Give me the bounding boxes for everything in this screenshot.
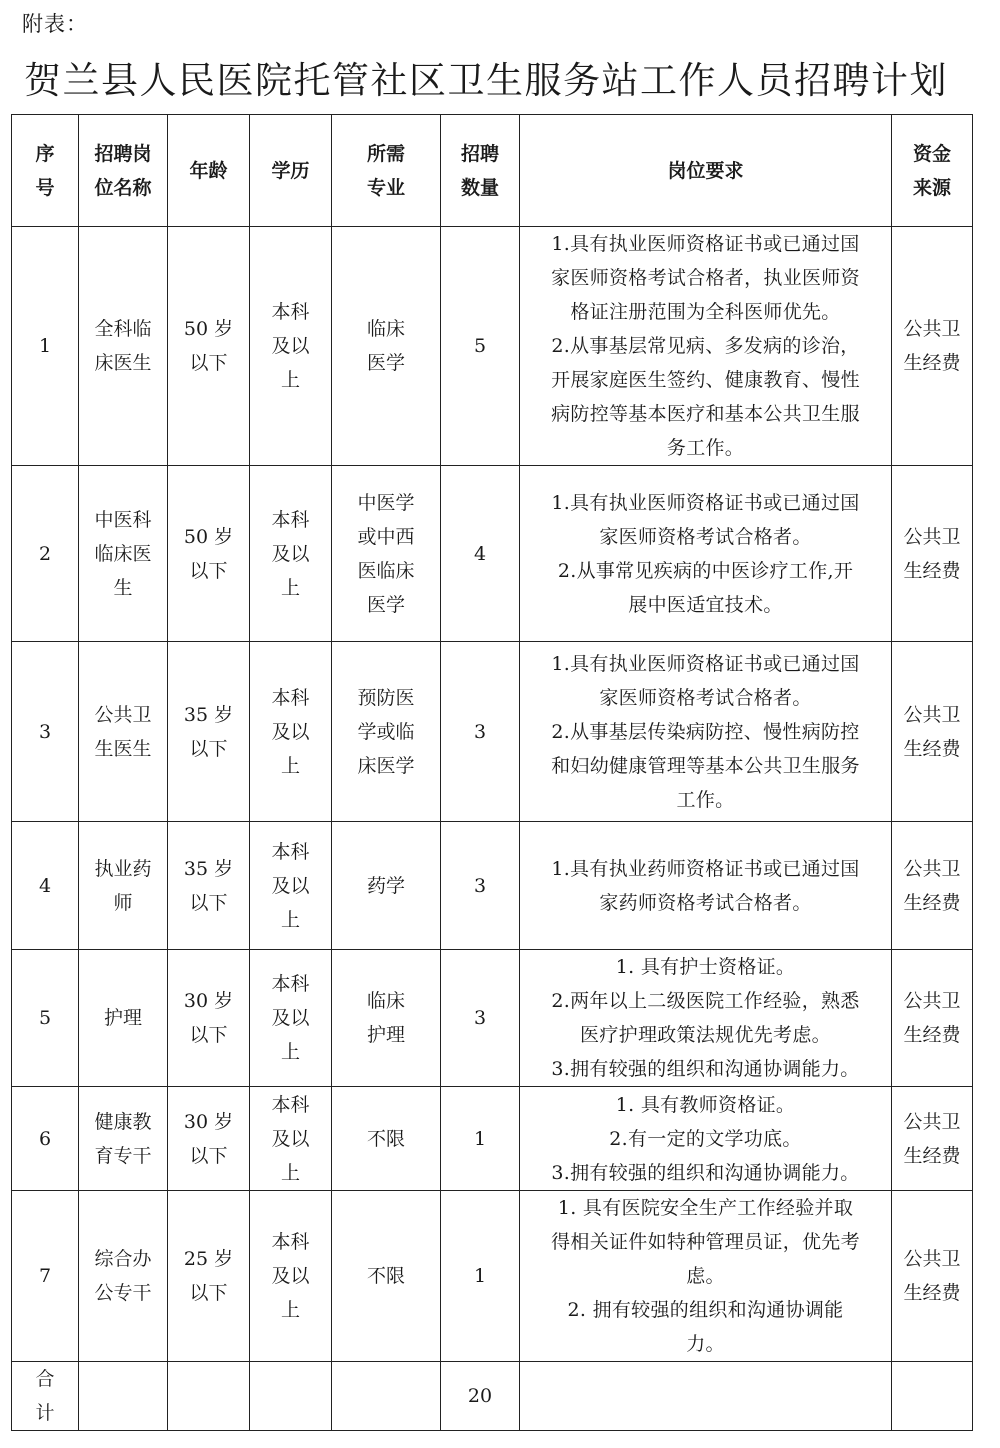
row-major: 预防医 学或临 床医学 [332,642,441,822]
row-count: 5 [441,227,520,466]
header-major: 所需 专业 [332,115,441,227]
row-seq: 1 [12,227,79,466]
row-education: 本科 及以 上 [250,642,332,822]
row-count: 1 [441,1191,520,1362]
table-row [12,227,973,466]
total-empty-cell [520,1362,892,1431]
row-count: 4 [441,466,520,642]
total-row [12,1362,973,1431]
row-age: 30 岁 以下 [168,1087,250,1191]
requirement-line: 力。 [686,1333,725,1355]
table-row [12,642,973,822]
row-funding: 公共卫 生经费 [892,1087,973,1191]
row-position: 全科临 床医生 [79,227,168,466]
requirement-line: 家医师资格考试合格者。 [599,525,812,548]
requirement-line: 2.从事基层常见病、多发病的诊治， [551,335,860,357]
header-position: 招聘岗 位名称 [79,115,168,227]
requirement-line: 2.有一定的文学功底。 [609,1127,802,1150]
row-position: 公共卫 生医生 [79,642,168,822]
row-major: 不限 [332,1191,441,1362]
total-count: 20 [441,1362,520,1431]
header-requirements: 岗位要求 [520,115,892,227]
row-funding: 公共卫 生经费 [892,1191,973,1362]
row-education: 本科 及以 上 [250,1087,332,1191]
requirement-line: 2.从事基层传染病防控、慢性病防控 [551,720,860,743]
requirement-line: 格证注册范围为全科医师优先。 [570,301,841,323]
total-empty-cell [168,1362,250,1431]
total-empty-cell [892,1362,973,1431]
row-funding: 公共卫 生经费 [892,466,973,642]
row-requirements [520,950,892,1087]
row-seq: 7 [12,1191,79,1362]
row-position: 执业药 师 [79,822,168,950]
row-count: 3 [441,822,520,950]
row-education: 本科 及以 上 [250,950,332,1087]
requirement-line: 病防控等基本医疗和基本公共卫生服 [551,403,860,425]
requirement-line: 和妇幼健康管理等基本公共卫生服务 [551,754,860,777]
requirement-line: 1.具有执业药师资格证书或已通过国 [551,857,860,880]
requirement-line: 2. 拥有较强的组织和沟通协调能 [567,1299,844,1321]
row-position: 健康教 育专干 [79,1087,168,1191]
requirement-line: 虑。 [686,1265,725,1287]
table-row [12,950,973,1087]
table-row [12,1191,973,1362]
requirement-line: 2.两年以上二级医院工作经验，熟悉 [551,990,860,1012]
requirement-line: 3.拥有较强的组织和沟通协调能力。 [551,1058,860,1080]
row-seq: 4 [12,822,79,950]
requirement-line: 得相关证件如特种管理员证，优先考 [551,1231,860,1253]
requirement-line: 2.从事常见疾病的中医诊疗工作,开 [557,559,854,582]
row-requirements [520,642,892,822]
row-requirements [520,1087,892,1191]
requirement-line: 家药师资格考试合格者。 [599,891,812,914]
row-position: 护理 [79,950,168,1087]
row-major: 不限 [332,1087,441,1191]
requirement-line: 开展家庭医生签约、健康教育、慢性 [551,369,860,391]
prefix-label: 附表： [22,12,88,36]
requirement-line: 1. 具有医院安全生产工作经验并取 [557,1197,854,1219]
requirement-line: 1.具有执业医师资格证书或已通过国 [551,491,860,514]
row-requirements [520,1191,892,1362]
row-age: 50 岁 以下 [168,227,250,466]
row-education: 本科 及以 上 [250,822,332,950]
row-education: 本科 及以 上 [250,466,332,642]
row-requirements [520,466,892,642]
row-count: 3 [441,642,520,822]
header-age: 年龄 [168,115,250,227]
row-age: 50 岁 以下 [168,466,250,642]
row-major: 临床 医学 [332,227,441,466]
requirement-line: 工作。 [676,788,735,811]
requirement-line: 1.具有执业医师资格证书或已通过国 [551,233,860,255]
table-row [12,466,973,642]
requirement-line: 1. 具有护士资格证。 [615,956,796,978]
total-empty-cell [79,1362,168,1431]
requirement-line: 3.拥有较强的组织和沟通协调能力。 [551,1161,860,1184]
total-empty-cell [332,1362,441,1431]
requirement-line: 1. 具有教师资格证。 [615,1093,796,1116]
row-seq: 6 [12,1087,79,1191]
row-major: 药学 [332,822,441,950]
row-count: 1 [441,1087,520,1191]
header-count: 招聘 数量 [441,115,520,227]
requirement-line: 1.具有执业医师资格证书或已通过国 [551,652,860,675]
recruitment-table [11,114,973,1431]
row-education: 本科 及以 上 [250,1191,332,1362]
total-label: 合 计 [12,1362,79,1431]
row-education: 本科 及以 上 [250,227,332,466]
table-row [12,822,973,950]
row-age: 35 岁 以下 [168,822,250,950]
row-requirements [520,822,892,950]
row-major: 临床 护理 [332,950,441,1087]
requirement-line: 家医师资格考试合格者，执业医师资 [551,267,860,289]
row-seq: 3 [12,642,79,822]
page-title: 贺兰县人民医院托管社区卫生服务站工作人员招聘计划 [24,59,948,102]
row-age: 30 岁 以下 [168,950,250,1087]
row-funding: 公共卫 生经费 [892,642,973,822]
header-seq: 序 号 [12,115,79,227]
requirement-line: 展中医适宜技术。 [628,593,783,616]
row-funding: 公共卫 生经费 [892,822,973,950]
row-age: 25 岁 以下 [168,1191,250,1362]
row-funding: 公共卫 生经费 [892,227,973,466]
requirement-line: 务工作。 [666,437,745,459]
row-position: 综合办 公专干 [79,1191,168,1362]
header-education: 学历 [250,115,332,227]
requirement-line: 家医师资格考试合格者。 [599,686,812,709]
row-age: 35 岁 以下 [168,642,250,822]
total-empty-cell [250,1362,332,1431]
row-funding: 公共卫 生经费 [892,950,973,1087]
row-position: 中医科 临床医 生 [79,466,168,642]
row-major: 中医学 或中西 医临床 医学 [332,466,441,642]
row-count: 3 [441,950,520,1087]
header-funding: 资金 来源 [892,115,973,227]
row-seq: 5 [12,950,79,1087]
row-requirements [520,227,892,466]
table-header-row [12,115,973,227]
row-seq: 2 [12,466,79,642]
requirement-line: 医疗护理政策法规优先考虑。 [580,1024,831,1046]
table-row [12,1087,973,1191]
